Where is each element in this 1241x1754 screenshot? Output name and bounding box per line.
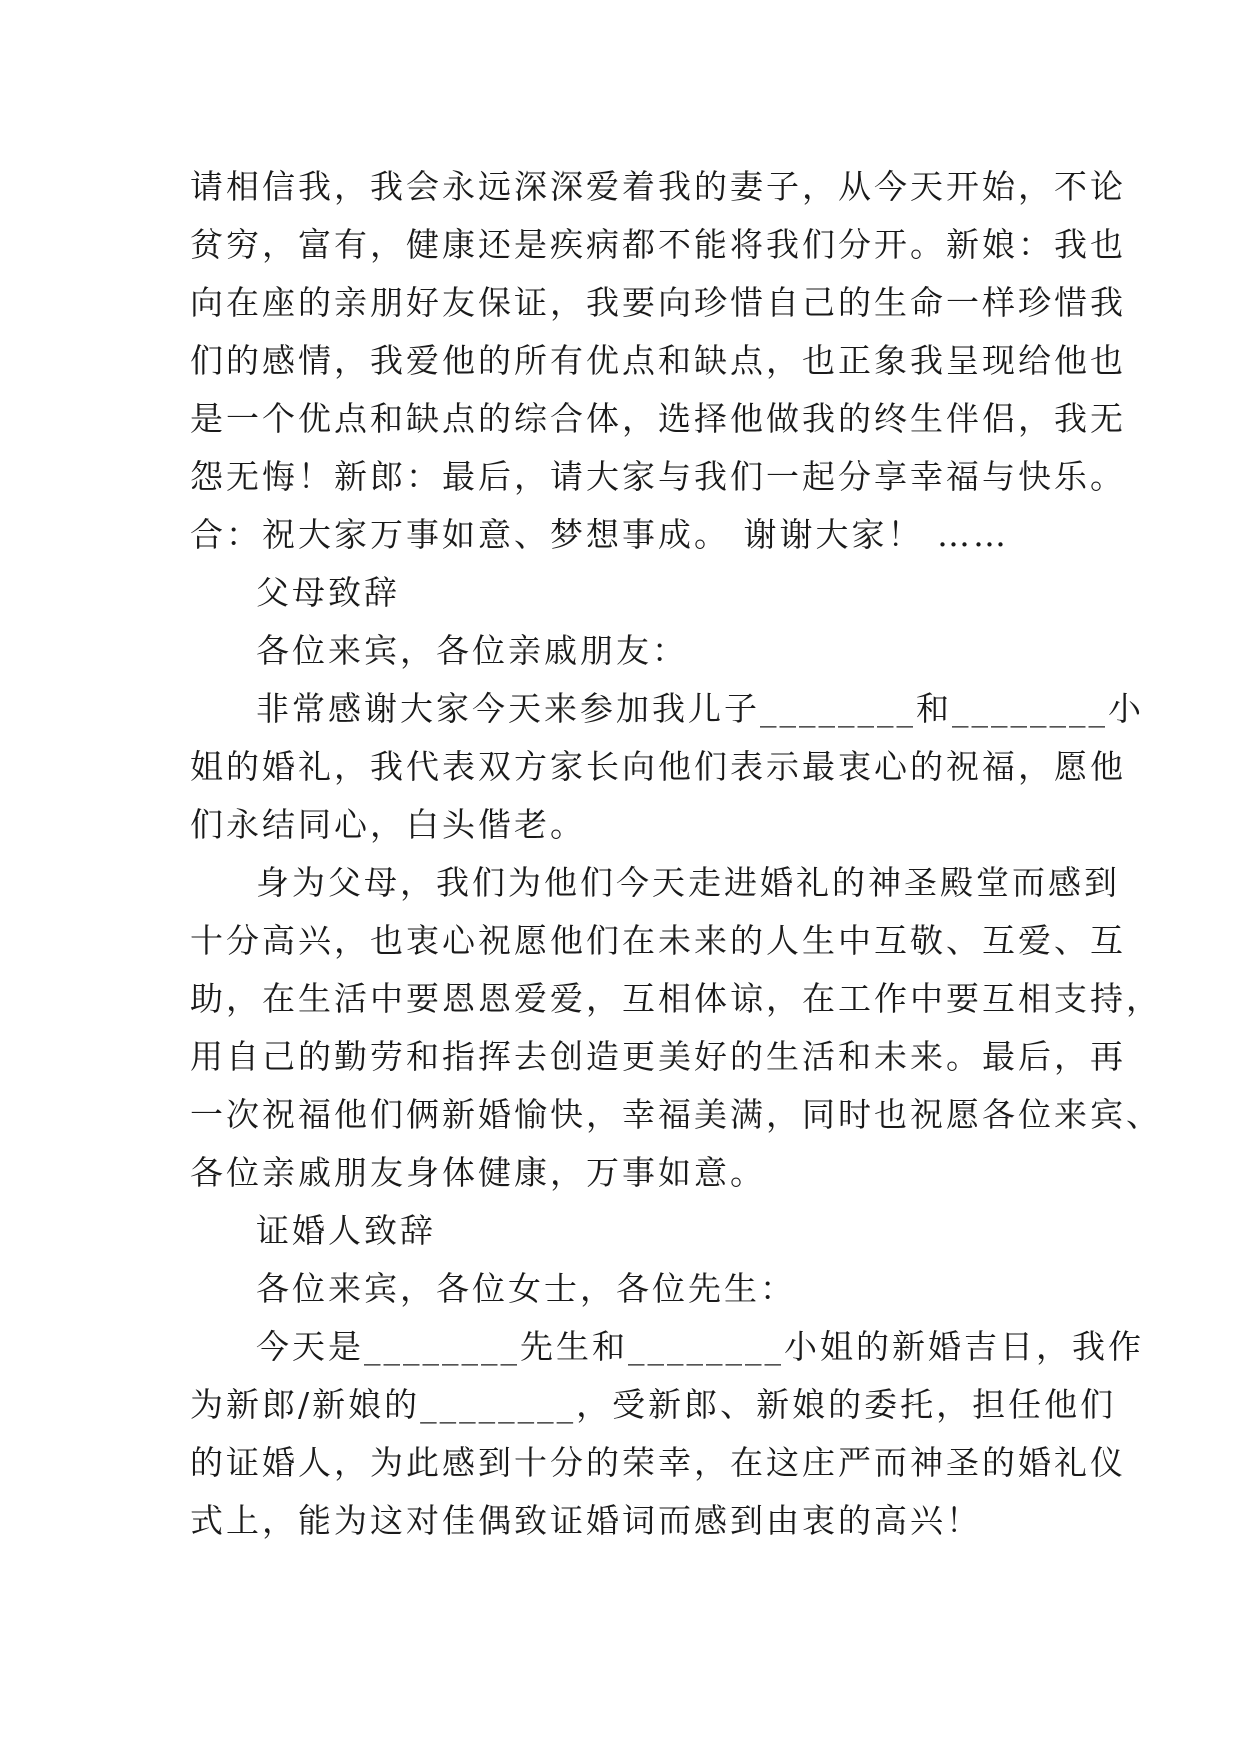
salutation-line: 各位来宾，各位女士，各位先生： <box>256 1269 796 1308</box>
text-line: 们的感情，我爱他的所有优点和缺点，也正象我呈现给他也 <box>190 341 1126 380</box>
text-line: 十分高兴，也衷心祝愿他们在未来的人生中互敬、互爱、互 <box>190 921 1126 960</box>
text-line: 式上，能为这对佳偶致证婚词而感到由衷的高兴！ <box>190 1501 982 1540</box>
paragraph-start-line: 今天是________先生和________小姐的新婚吉日，我作 <box>256 1327 1144 1366</box>
paragraph-start-line: 身为父母，我们为他们今天走进婚礼的神圣殿堂而感到 <box>256 863 1120 902</box>
text-line: 用自己的勤劳和指挥去创造更美好的生活和未来。最后，再 <box>190 1037 1126 1076</box>
text-line: 怨无悔！新郎：最后，请大家与我们一起分享幸福与快乐。 <box>190 457 1126 496</box>
text-line: 是一个优点和缺点的综合体，选择他做我的终生伴侣，我无 <box>190 399 1126 438</box>
section-heading-witness-speech: 证婚人致辞 <box>256 1211 436 1250</box>
document-body <box>190 158 1162 1550</box>
text-line: 向在座的亲朋好友保证，我要向珍惜自己的生命一样珍惜我 <box>190 283 1126 322</box>
text-line: 贫穷，富有，健康还是疾病都不能将我们分开。新娘：我也 <box>190 225 1126 264</box>
text-line: 合：祝大家万事如意、梦想事成。 谢谢大家！ …… <box>190 515 1009 554</box>
text-line: 请相信我，我会永远深深爱着我的妻子，从今天开始，不论 <box>190 167 1126 206</box>
salutation-line: 各位来宾，各位亲戚朋友： <box>256 631 688 670</box>
paragraph-start-line: 非常感谢大家今天来参加我儿子________和________小 <box>256 689 1144 728</box>
text-line: 为新郎/新娘的________，受新郎、新娘的委托，担任他们 <box>190 1385 1117 1424</box>
section-heading-parents-speech: 父母致辞 <box>256 573 400 612</box>
text-line: 姐的婚礼，我代表双方家长向他们表示最衷心的祝福，愿他 <box>190 747 1126 786</box>
text-line: 各位亲戚朋友身体健康，万事如意。 <box>190 1153 766 1192</box>
text-line: 助，在生活中要恩恩爱爱，互相体谅，在工作中要互相支持， <box>190 979 1162 1018</box>
text-line: 的证婚人，为此感到十分的荣幸，在这庄严而神圣的婚礼仪 <box>190 1443 1126 1482</box>
text-line: 们永结同心，白头偕老。 <box>190 805 586 844</box>
text-line: 一次祝福他们俩新婚愉快，幸福美满，同时也祝愿各位来宾、 <box>190 1095 1162 1134</box>
